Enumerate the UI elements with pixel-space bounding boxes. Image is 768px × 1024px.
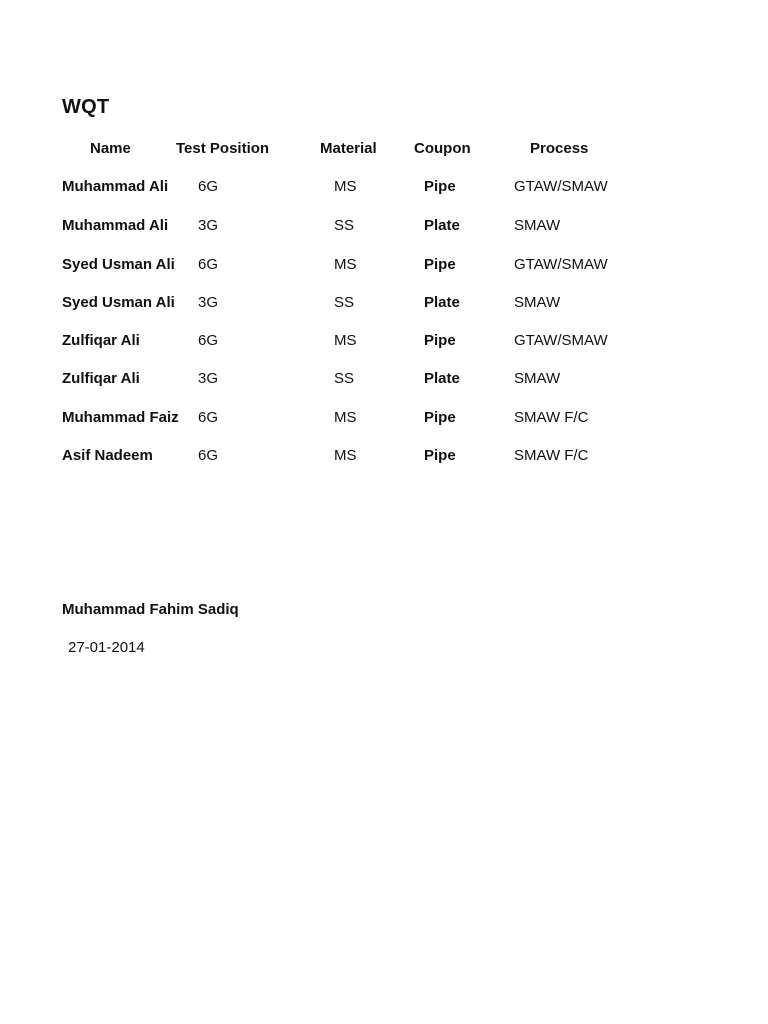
cell-process: SMAW bbox=[514, 294, 561, 311]
cell-material: MS bbox=[334, 256, 357, 273]
cell-test-position: 3G bbox=[198, 370, 219, 387]
table-row bbox=[0, 256, 768, 280]
table-row bbox=[0, 178, 768, 202]
cell-process: SMAW F/C bbox=[514, 447, 589, 464]
cell-name: Asif Nadeem bbox=[62, 447, 153, 464]
signature-name: Muhammad Fahim Sadiq bbox=[62, 601, 239, 618]
table-row bbox=[0, 294, 768, 318]
cell-test-position: 6G bbox=[198, 332, 219, 349]
cell-material: SS bbox=[334, 294, 355, 311]
cell-test-position: 6G bbox=[198, 447, 219, 464]
cell-name: Muhammad Ali bbox=[62, 178, 169, 195]
document-title: WQT bbox=[62, 96, 110, 118]
cell-process: SMAW bbox=[514, 217, 561, 234]
cell-coupon: Plate bbox=[424, 370, 460, 387]
cell-test-position: 6G bbox=[198, 256, 219, 273]
cell-coupon: Pipe bbox=[424, 256, 456, 273]
cell-coupon: Pipe bbox=[424, 178, 456, 195]
table-row bbox=[0, 409, 768, 433]
cell-material: SS bbox=[334, 370, 355, 387]
cell-material: MS bbox=[334, 409, 357, 426]
cell-process: SMAW F/C bbox=[514, 409, 589, 426]
header-material: Material bbox=[320, 140, 377, 157]
table-header bbox=[0, 140, 768, 164]
header-test-position: Test Position bbox=[176, 140, 270, 157]
cell-material: MS bbox=[334, 447, 357, 464]
cell-name: Syed Usman Ali bbox=[62, 294, 175, 311]
cell-name: Muhammad Faiz bbox=[62, 409, 179, 426]
cell-coupon: Pipe bbox=[424, 447, 456, 464]
cell-material: MS bbox=[334, 332, 357, 349]
cell-name: Muhammad Ali bbox=[62, 217, 169, 234]
cell-coupon: Pipe bbox=[424, 332, 456, 349]
header-process: Process bbox=[530, 140, 589, 157]
document-date: 27-01-2014 bbox=[68, 639, 145, 656]
cell-material: MS bbox=[334, 178, 357, 195]
cell-name: Syed Usman Ali bbox=[62, 256, 175, 273]
cell-test-position: 6G bbox=[198, 178, 219, 195]
cell-coupon: Pipe bbox=[424, 409, 456, 426]
cell-material: SS bbox=[334, 217, 355, 234]
cell-coupon: Plate bbox=[424, 294, 460, 311]
header-name: Name bbox=[90, 140, 131, 157]
cell-process: GTAW/SMAW bbox=[514, 256, 608, 273]
cell-process: SMAW bbox=[514, 370, 561, 387]
cell-coupon: Plate bbox=[424, 217, 460, 234]
table-row bbox=[0, 447, 768, 471]
cell-process: GTAW/SMAW bbox=[514, 332, 608, 349]
cell-name: Zulfiqar Ali bbox=[62, 370, 140, 387]
table-row bbox=[0, 332, 768, 356]
table-row bbox=[0, 217, 768, 241]
cell-name: Zulfiqar Ali bbox=[62, 332, 140, 349]
header-coupon: Coupon bbox=[414, 140, 471, 157]
cell-process: GTAW/SMAW bbox=[514, 178, 608, 195]
table-row bbox=[0, 370, 768, 394]
cell-test-position: 3G bbox=[198, 294, 219, 311]
cell-test-position: 3G bbox=[198, 217, 219, 234]
cell-test-position: 6G bbox=[198, 409, 219, 426]
